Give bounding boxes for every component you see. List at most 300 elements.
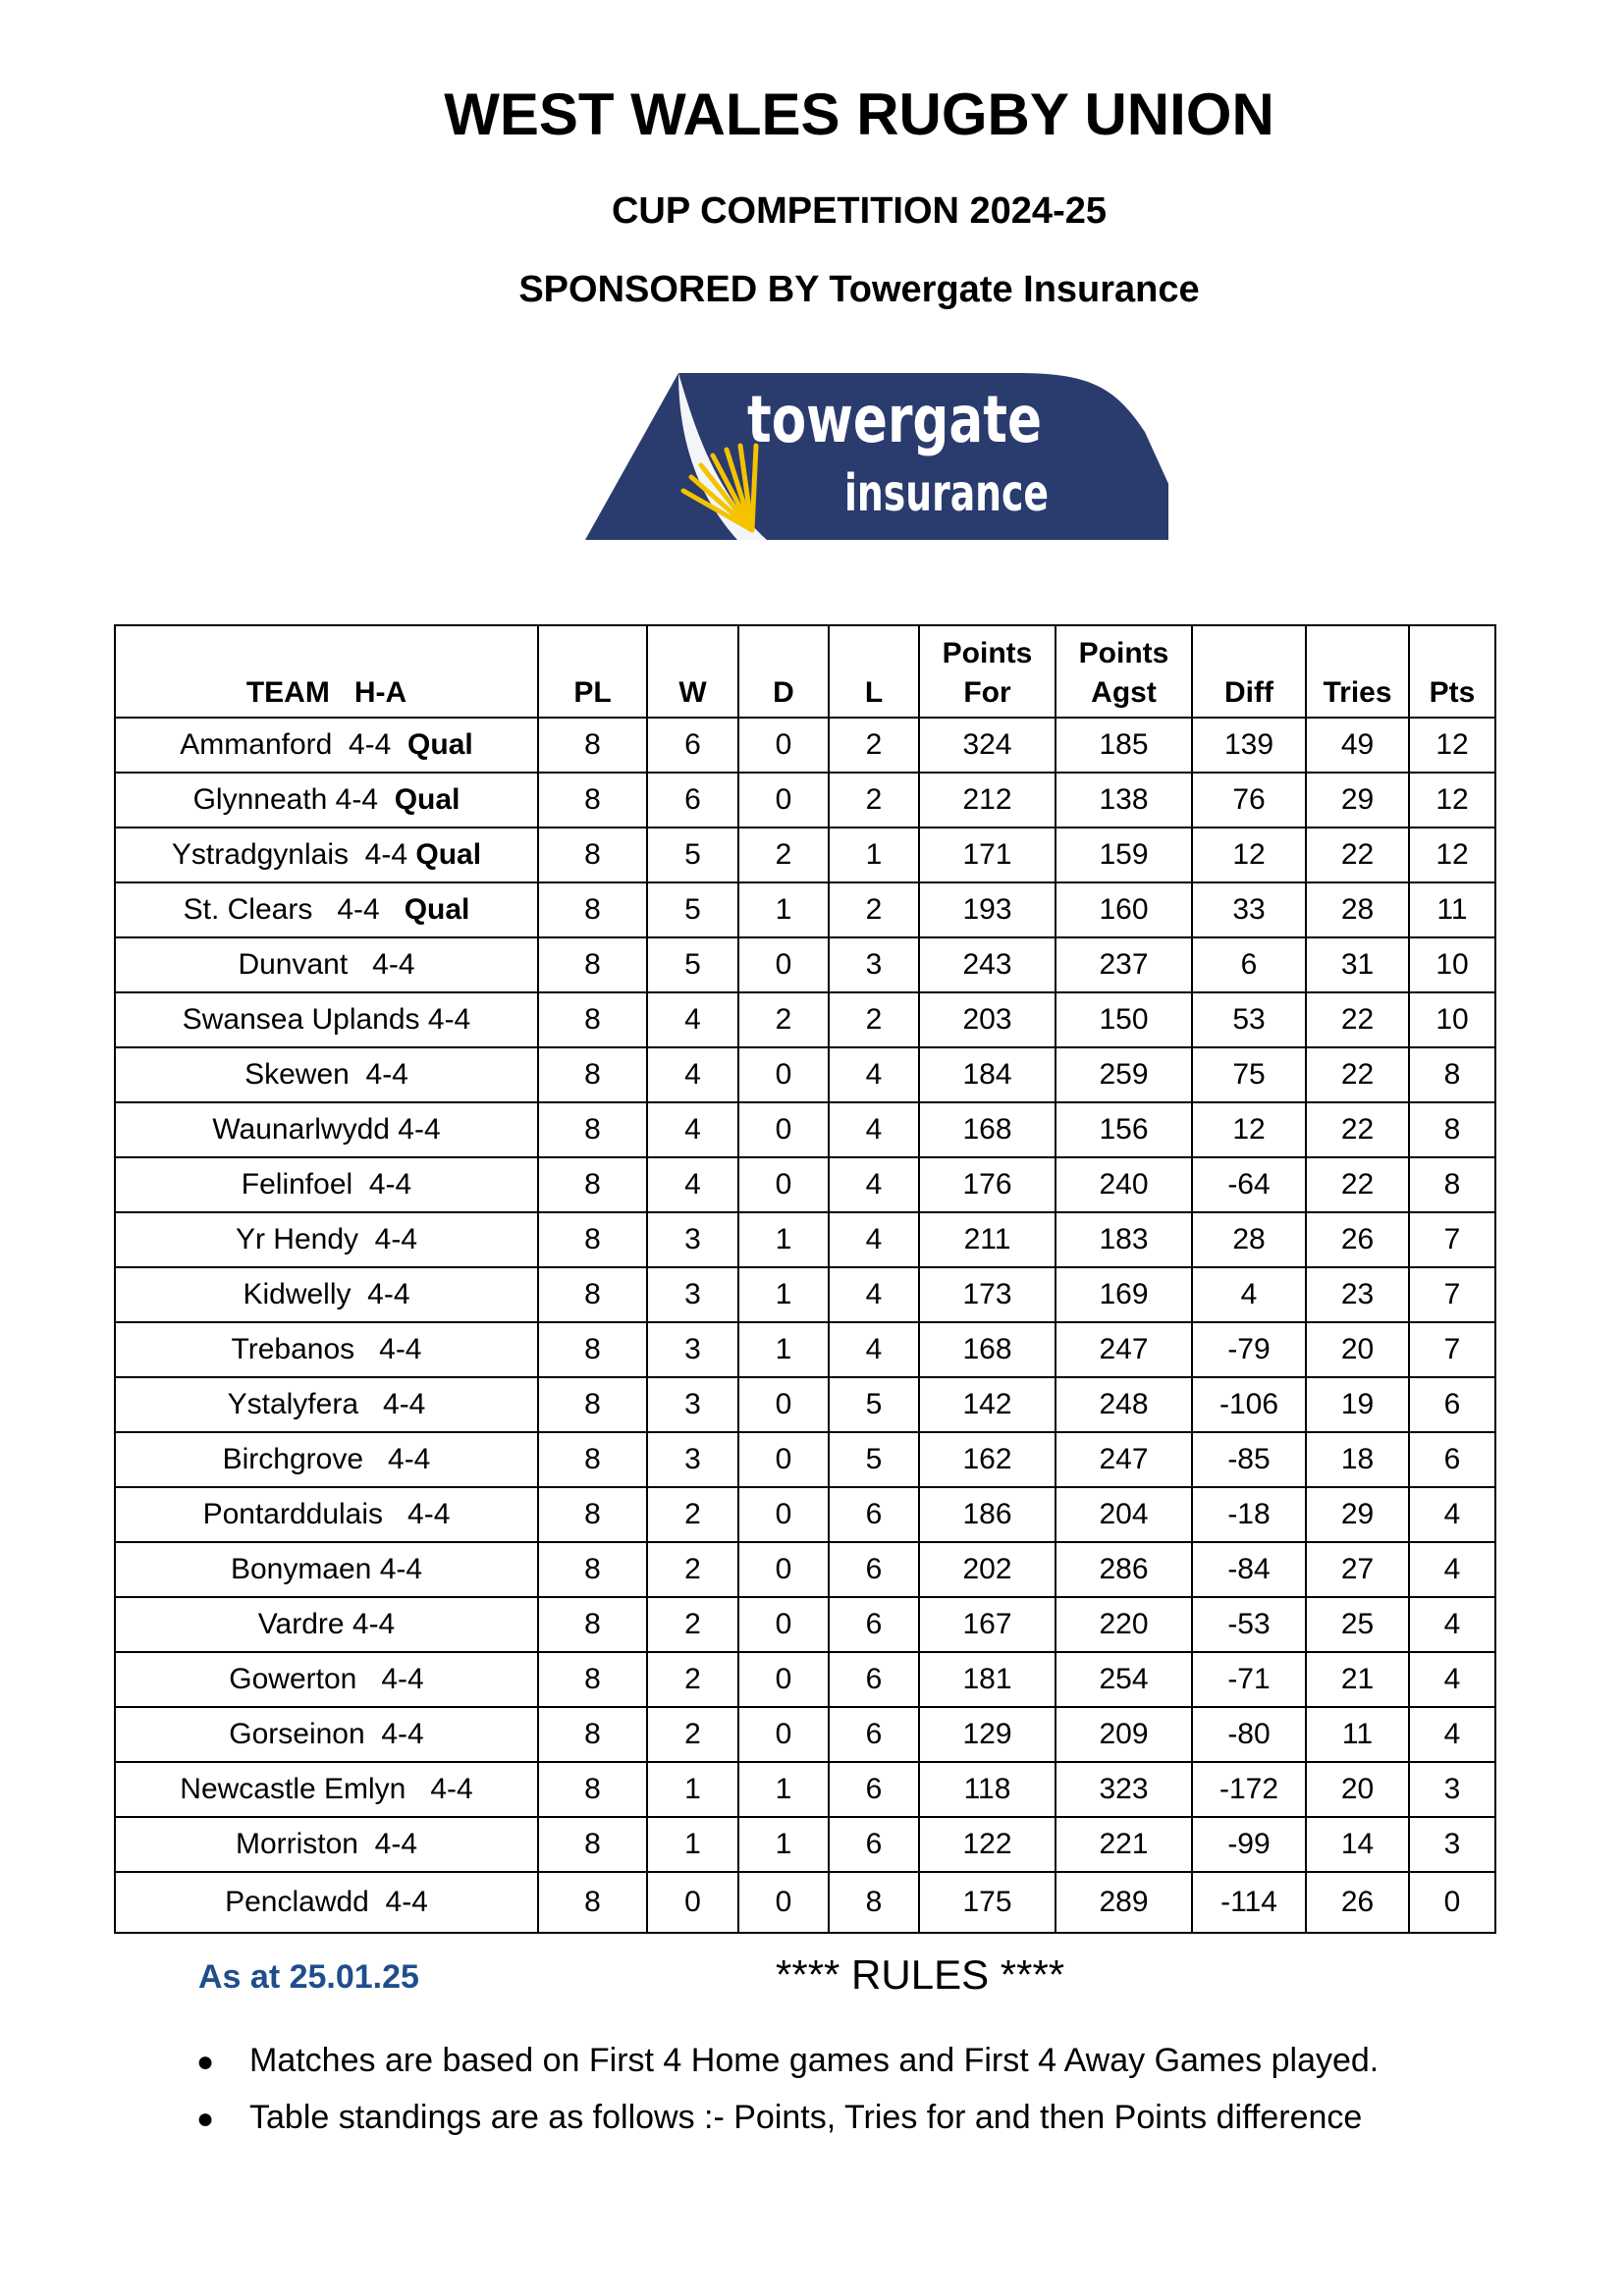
points-against-cell: 221 [1056,1817,1192,1872]
lost-cell: 4 [829,1102,919,1157]
tries-cell: 21 [1306,1652,1409,1707]
points-diff-cell: -106 [1192,1377,1306,1432]
team-name: Gowerton 4-4 [229,1663,424,1695]
lost-cell: 6 [829,1597,919,1652]
table-row [115,1157,1495,1212]
points-for-cell: 324 [919,718,1056,773]
tries-cell: 26 [1306,1872,1409,1933]
points-cell: 4 [1409,1707,1495,1762]
won-cell: 3 [647,1212,738,1267]
drawn-cell: 0 [738,1597,829,1652]
team-name: Morriston 4-4 [235,1828,418,1860]
team-name: Ystalyfera 4-4 [227,1388,426,1420]
points-cell: 8 [1409,1157,1495,1212]
col-header-points-agst-line2: Agst [1091,676,1157,709]
table-row [115,1432,1495,1487]
points-diff-cell: 139 [1192,718,1306,773]
points-for-cell: 181 [919,1652,1056,1707]
points-against-cell: 323 [1056,1762,1192,1817]
points-for-cell: 212 [919,773,1056,828]
won-cell: 4 [647,1157,738,1212]
table-row [115,718,1495,773]
points-for-cell: 162 [919,1432,1056,1487]
drawn-cell: 1 [738,882,829,937]
table-row [115,1762,1495,1817]
team-name: Dunvant 4-4 [238,948,415,981]
points-diff-cell: 12 [1192,828,1306,882]
lost-cell: 4 [829,1047,919,1102]
lost-cell: 6 [829,1762,919,1817]
points-diff-cell: -84 [1192,1542,1306,1597]
table-row [115,1047,1495,1102]
points-cell: 6 [1409,1377,1495,1432]
points-against-cell: 156 [1056,1102,1192,1157]
tries-cell: 27 [1306,1542,1409,1597]
team-cell [115,773,538,828]
points-for-cell: 129 [919,1707,1056,1762]
team-name: Waunarlwydd 4-4 [212,1113,441,1146]
drawn-cell: 1 [738,1322,829,1377]
tries-cell: 29 [1306,773,1409,828]
points-against-cell: 138 [1056,773,1192,828]
team-cell [115,1762,538,1817]
points-against-cell: 248 [1056,1377,1192,1432]
col-header-points-for-line2: For [963,676,1011,709]
won-cell: 2 [647,1487,738,1542]
played-cell: 8 [538,882,647,937]
points-for-cell: 122 [919,1817,1056,1872]
team-cell [115,1707,538,1762]
rule-item [196,2089,1379,2146]
points-against-cell: 286 [1056,1542,1192,1597]
rule-item [196,2032,1379,2089]
points-diff-cell: -80 [1192,1707,1306,1762]
played-cell: 8 [538,1542,647,1597]
won-cell: 5 [647,882,738,937]
team-cell [115,1597,538,1652]
played-cell: 8 [538,773,647,828]
lost-cell: 3 [829,937,919,992]
won-cell: 5 [647,937,738,992]
col-header-pl: PL [538,625,647,718]
qualified-badge: Qual [407,728,473,761]
tries-cell: 20 [1306,1322,1409,1377]
points-cell: 12 [1409,718,1495,773]
points-diff-cell: -53 [1192,1597,1306,1652]
points-for-cell: 186 [919,1487,1056,1542]
lost-cell: 6 [829,1817,919,1872]
points-cell: 12 [1409,828,1495,882]
table-row [115,937,1495,992]
played-cell: 8 [538,1377,647,1432]
won-cell: 0 [647,1872,738,1933]
tries-cell: 22 [1306,992,1409,1047]
played-cell: 8 [538,1487,647,1542]
played-cell: 8 [538,992,647,1047]
points-against-cell: 150 [1056,992,1192,1047]
lost-cell: 4 [829,1212,919,1267]
won-cell: 1 [647,1762,738,1817]
drawn-cell: 0 [738,1432,829,1487]
lost-cell: 6 [829,1542,919,1597]
points-diff-cell: -18 [1192,1487,1306,1542]
team-name: St. Clears 4-4 [183,893,405,926]
col-header-diff: Diff [1192,625,1306,718]
played-cell: 8 [538,1597,647,1652]
points-cell: 7 [1409,1212,1495,1267]
points-against-cell: 289 [1056,1872,1192,1933]
drawn-cell: 2 [738,992,829,1047]
rules-list [196,2032,1379,2146]
points-against-cell: 247 [1056,1322,1192,1377]
points-diff-cell: -99 [1192,1817,1306,1872]
tries-cell: 18 [1306,1432,1409,1487]
lost-cell: 2 [829,882,919,937]
drawn-cell: 0 [738,1872,829,1933]
tries-cell: 25 [1306,1597,1409,1652]
lost-cell: 6 [829,1487,919,1542]
won-cell: 3 [647,1322,738,1377]
points-cell: 8 [1409,1047,1495,1102]
points-diff-cell: 75 [1192,1047,1306,1102]
points-cell: 0 [1409,1872,1495,1933]
col-header-w: W [647,625,738,718]
points-against-cell: 160 [1056,882,1192,937]
played-cell: 8 [538,1817,647,1872]
lost-cell: 6 [829,1707,919,1762]
team-cell [115,882,538,937]
points-for-cell: 202 [919,1542,1056,1597]
points-against-cell: 159 [1056,828,1192,882]
table-row [115,1377,1495,1432]
tries-cell: 22 [1306,1102,1409,1157]
team-cell [115,1322,538,1377]
points-against-cell: 185 [1056,718,1192,773]
table-row [115,1817,1495,1872]
table-row [115,1212,1495,1267]
drawn-cell: 0 [738,1047,829,1102]
drawn-cell: 1 [738,1817,829,1872]
lost-cell: 2 [829,718,919,773]
points-diff-cell: -114 [1192,1872,1306,1933]
team-cell [115,1487,538,1542]
table-row [115,1872,1495,1933]
played-cell: 8 [538,937,647,992]
team-name: Gorseinon 4-4 [229,1718,424,1750]
tries-cell: 22 [1306,1047,1409,1102]
team-name: Swansea Uplands 4-4 [182,1003,471,1036]
lost-cell: 4 [829,1322,919,1377]
team-name: Glynneath 4-4 [192,783,395,816]
table-row [115,882,1495,937]
col-header-d: D [738,625,829,718]
table-row [115,773,1495,828]
team-cell [115,1817,538,1872]
points-against-cell: 204 [1056,1487,1192,1542]
bullet-icon: ● [196,2103,215,2135]
points-diff-cell: -64 [1192,1157,1306,1212]
points-diff-cell: 28 [1192,1212,1306,1267]
tries-cell: 31 [1306,937,1409,992]
points-cell: 3 [1409,1762,1495,1817]
table-row [115,1102,1495,1157]
table-row [115,1652,1495,1707]
points-cell: 7 [1409,1267,1495,1322]
points-for-cell: 211 [919,1212,1056,1267]
played-cell: 8 [538,1872,647,1933]
points-for-cell: 184 [919,1047,1056,1102]
won-cell: 5 [647,828,738,882]
rule-text: Table standings are as follows :- Points, Tries for and then Points difference [249,2099,1363,2136]
drawn-cell: 0 [738,1102,829,1157]
drawn-cell: 0 [738,1487,829,1542]
team-name: Kidwelly 4-4 [243,1278,410,1310]
played-cell: 8 [538,1102,647,1157]
points-against-cell: 220 [1056,1597,1192,1652]
tries-cell: 28 [1306,882,1409,937]
points-for-cell: 243 [919,937,1056,992]
won-cell: 4 [647,1102,738,1157]
table-row [115,1267,1495,1322]
points-cell: 4 [1409,1487,1495,1542]
won-cell: 2 [647,1597,738,1652]
col-header-points-for [919,625,1056,718]
team-cell [115,1267,538,1322]
team-name: Vardre 4-4 [257,1608,396,1640]
points-cell: 10 [1409,992,1495,1047]
won-cell: 3 [647,1432,738,1487]
points-for-cell: 175 [919,1872,1056,1933]
points-cell: 4 [1409,1597,1495,1652]
drawn-cell: 0 [738,1707,829,1762]
points-for-cell: 168 [919,1322,1056,1377]
points-cell: 11 [1409,882,1495,937]
team-cell [115,992,538,1047]
team-cell [115,1102,538,1157]
table-row [115,1322,1495,1377]
won-cell: 6 [647,718,738,773]
points-cell: 10 [1409,937,1495,992]
points-cell: 4 [1409,1652,1495,1707]
points-for-cell: 118 [919,1762,1056,1817]
team-cell [115,1542,538,1597]
won-cell: 2 [647,1652,738,1707]
logo-line1: towergate [747,382,1042,457]
team-name: Birchgrove 4-4 [222,1443,431,1475]
towergate-logo [546,344,1168,589]
points-diff-cell: -71 [1192,1652,1306,1707]
team-cell [115,1432,538,1487]
rules-heading: **** RULES **** [776,1951,1065,1998]
played-cell: 8 [538,1707,647,1762]
col-header-pts: Pts [1409,625,1495,718]
points-against-cell: 254 [1056,1652,1192,1707]
team-cell [115,1212,538,1267]
lost-cell: 2 [829,773,919,828]
lost-cell: 2 [829,992,919,1047]
won-cell: 2 [647,1542,738,1597]
lost-cell: 8 [829,1872,919,1933]
points-diff-cell: 6 [1192,937,1306,992]
qualified-badge: Qual [404,893,470,926]
won-cell: 1 [647,1817,738,1872]
logo-line2: insurance [844,464,1049,523]
won-cell: 6 [647,773,738,828]
team-name: Ammanford 4-4 [180,728,408,761]
points-against-cell: 183 [1056,1212,1192,1267]
table-row [115,1597,1495,1652]
points-diff-cell: -172 [1192,1762,1306,1817]
points-diff-cell: 4 [1192,1267,1306,1322]
drawn-cell: 1 [738,1212,829,1267]
table-row [115,1487,1495,1542]
points-cell: 7 [1409,1322,1495,1377]
points-for-cell: 176 [919,1157,1056,1212]
drawn-cell: 1 [738,1267,829,1322]
sponsor-line: SPONSORED BY Towergate Insurance [518,269,1200,310]
tries-cell: 20 [1306,1762,1409,1817]
points-for-cell: 173 [919,1267,1056,1322]
lost-cell: 6 [829,1652,919,1707]
points-for-cell: 193 [919,882,1056,937]
drawn-cell: 0 [738,773,829,828]
drawn-cell: 2 [738,828,829,882]
won-cell: 4 [647,992,738,1047]
points-against-cell: 247 [1056,1432,1192,1487]
played-cell: 8 [538,1267,647,1322]
col-header-tries: Tries [1306,625,1409,718]
points-against-cell: 209 [1056,1707,1192,1762]
points-cell: 12 [1409,773,1495,828]
played-cell: 8 [538,1047,647,1102]
tries-cell: 26 [1306,1212,1409,1267]
table-row [115,828,1495,882]
tries-cell: 11 [1306,1707,1409,1762]
drawn-cell: 0 [738,1377,829,1432]
team-cell [115,1157,538,1212]
points-cell: 3 [1409,1817,1495,1872]
played-cell: 8 [538,828,647,882]
played-cell: 8 [538,718,647,773]
points-for-cell: 171 [919,828,1056,882]
points-cell: 4 [1409,1542,1495,1597]
table-row [115,992,1495,1047]
lost-cell: 4 [829,1267,919,1322]
team-cell [115,1377,538,1432]
points-diff-cell: 33 [1192,882,1306,937]
points-for-cell: 168 [919,1102,1056,1157]
team-cell [115,937,538,992]
col-header-team: TEAM H-A [115,625,538,718]
rule-text: Matches are based on First 4 Home games and First 4 Away Games played. [249,2042,1380,2079]
col-header-points-agst-line1: Points [1078,637,1169,669]
won-cell: 3 [647,1377,738,1432]
points-diff-cell: -85 [1192,1432,1306,1487]
points-against-cell: 237 [1056,937,1192,992]
drawn-cell: 0 [738,937,829,992]
team-name: Bonymaen 4-4 [230,1553,423,1585]
points-diff-cell: 12 [1192,1102,1306,1157]
tries-cell: 22 [1306,828,1409,882]
lost-cell: 5 [829,1377,919,1432]
lost-cell: 5 [829,1432,919,1487]
team-name: Newcastle Emlyn 4-4 [180,1773,473,1805]
tries-cell: 22 [1306,1157,1409,1212]
tries-cell: 29 [1306,1487,1409,1542]
points-cell: 8 [1409,1102,1495,1157]
played-cell: 8 [538,1157,647,1212]
team-name: Pontarddulais 4-4 [202,1498,451,1530]
table-header-row [115,625,1495,718]
tries-cell: 23 [1306,1267,1409,1322]
played-cell: 8 [538,1652,647,1707]
col-header-points-agst [1056,625,1192,718]
played-cell: 8 [538,1762,647,1817]
played-cell: 8 [538,1432,647,1487]
drawn-cell: 0 [738,1542,829,1597]
bullet-icon: ● [196,2046,215,2078]
points-for-cell: 142 [919,1377,1056,1432]
won-cell: 3 [647,1267,738,1322]
team-name: Trebanos 4-4 [231,1333,422,1365]
drawn-cell: 1 [738,1762,829,1817]
played-cell: 8 [538,1322,647,1377]
standings-table [114,624,1496,1934]
points-diff-cell: 53 [1192,992,1306,1047]
won-cell: 4 [647,1047,738,1102]
played-cell: 8 [538,1212,647,1267]
points-for-cell: 167 [919,1597,1056,1652]
page-title: WEST WALES RUGBY UNION [444,81,1274,147]
table-row [115,1707,1495,1762]
tries-cell: 14 [1306,1817,1409,1872]
qualified-badge: Qual [415,838,482,871]
points-against-cell: 169 [1056,1267,1192,1322]
competition-subtitle: CUP COMPETITION 2024-25 [611,190,1107,232]
team-name: Ystradgynlais 4-4 [171,838,416,871]
team-name: Felinfoel 4-4 [241,1168,412,1201]
col-header-points-for-line1: Points [942,637,1033,669]
tries-cell: 19 [1306,1377,1409,1432]
standings-body [115,718,1495,1933]
qualified-badge: Qual [394,783,460,816]
table-row [115,1542,1495,1597]
drawn-cell: 0 [738,1652,829,1707]
team-cell [115,1872,538,1933]
points-against-cell: 259 [1056,1047,1192,1102]
lost-cell: 1 [829,828,919,882]
team-cell [115,718,538,773]
team-cell [115,1047,538,1102]
points-against-cell: 240 [1056,1157,1192,1212]
team-name: Penclawdd 4-4 [225,1886,428,1918]
points-cell: 6 [1409,1432,1495,1487]
as-at-date: As at 25.01.25 [198,1958,419,1996]
points-for-cell: 203 [919,992,1056,1047]
col-header-l: L [829,625,919,718]
points-diff-cell: -79 [1192,1322,1306,1377]
lost-cell: 4 [829,1157,919,1212]
points-diff-cell: 76 [1192,773,1306,828]
drawn-cell: 0 [738,1157,829,1212]
tries-cell: 49 [1306,718,1409,773]
team-name: Skewen 4-4 [244,1058,408,1091]
drawn-cell: 0 [738,718,829,773]
won-cell: 2 [647,1707,738,1762]
team-cell [115,1652,538,1707]
team-name: Yr Hendy 4-4 [235,1223,418,1255]
team-cell [115,828,538,882]
